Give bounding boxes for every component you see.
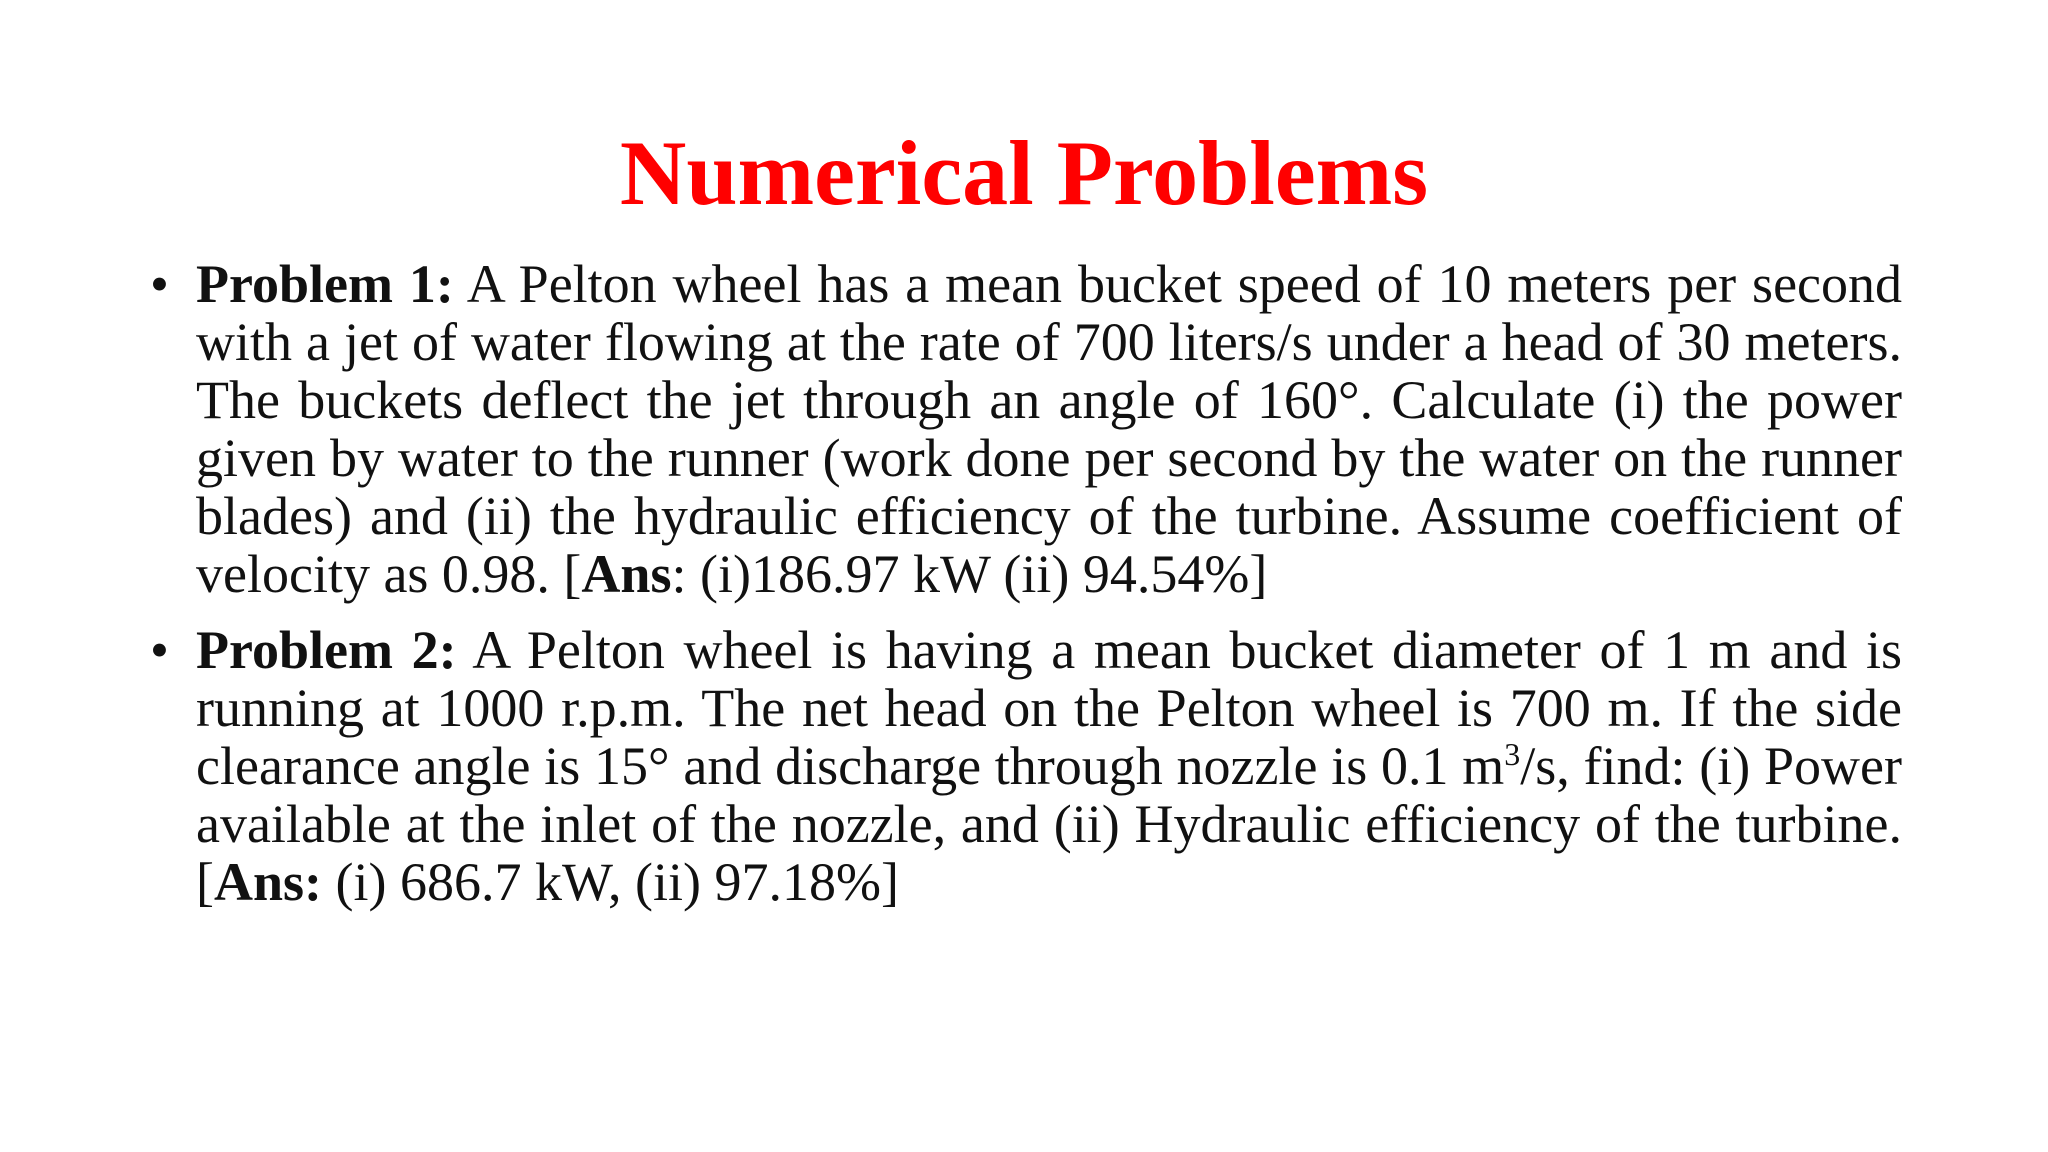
problem-1 xyxy=(150,255,1902,603)
problem-1-ans-label: Ans xyxy=(581,544,672,604)
bullet-icon: • xyxy=(150,254,169,314)
problem-list xyxy=(150,255,1902,929)
problem-2 xyxy=(150,621,1902,911)
problem-2-ans-label: Ans: xyxy=(213,852,323,912)
problem-2-answer: (i) 686.7 kW, (ii) 97.18%] xyxy=(322,852,899,912)
slide-title: Numerical Problems xyxy=(619,122,1429,224)
problem-1-label: Problem 1: xyxy=(196,254,454,314)
problem-1-text: A Pelton wheel has a mean bucket speed of 10 meters per second with a jet of water flowing at the rate of 700 liters/s under a head of 30 meters. The buckets deflect the jet through an angle of 160°. Calculate (i) the power given by water to the runner (work done per second by the water on the runner blades) and (ii) the hydraulic efficiency of the turbine. Assume coefficient of velocity as 0.98. [ xyxy=(196,254,1902,604)
superscript: 3 xyxy=(1504,736,1521,772)
problem-2-text: A Pelton wheel is having a mean bucket diameter of 1 m and is running at 1000 r.p.m. The net head on the Pelton wheel is 700 m. If the side clearance angle is 15° and discharge through nozzle is 0.1 m xyxy=(196,620,1902,796)
problem-1-answer: : (i)186.97 kW (ii) 94.54%] xyxy=(671,544,1268,604)
problem-2-text-continued: /s, find: (i) Power available at the inlet of the nozzle, and (ii) Hydraulic efficiency of the turbine. [ xyxy=(196,736,1903,912)
bullet-icon: • xyxy=(150,620,169,680)
problem-2-label: Problem 2: xyxy=(196,620,457,680)
